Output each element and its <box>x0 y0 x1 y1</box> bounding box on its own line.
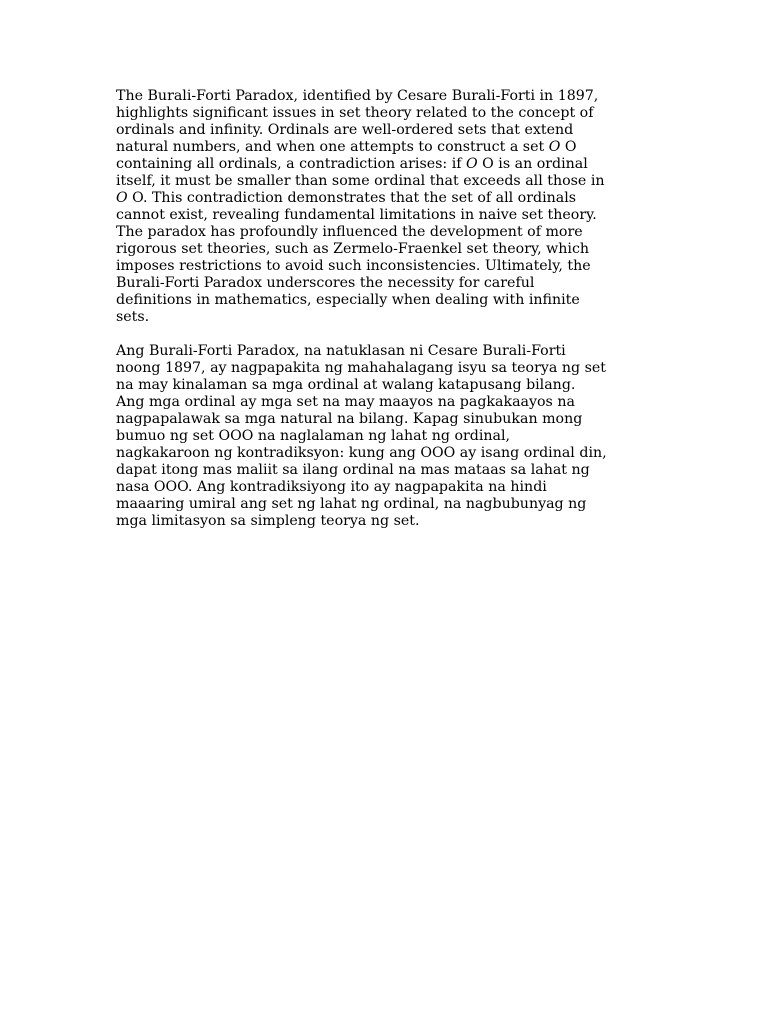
text-line: nagkakaroon ng kontradiksyon: kung ang OOO ay isang ordinal din, <box>116 445 607 461</box>
italic-symbol-o: O <box>466 156 478 172</box>
text-line: mga limitasyon sa simpleng teorya ng set. <box>116 513 420 529</box>
text-line: cannot exist, revealing fundamental limitations in naive set theory. <box>116 207 597 223</box>
italic-symbol-o: O <box>548 139 561 155</box>
text-segment: O. This contradiction demonstrates that the set of all ordinals <box>127 190 577 206</box>
text-line: nasa OOO. Ang kontradiksiyong ito ay nagpapakita na hindi <box>116 479 547 495</box>
text-line: ordinals and infinity. Ordinals are well-ordered sets that extend <box>116 122 574 138</box>
text-line: nagpapalawak sa mga natural na bilang. Kapag sinubukan mong <box>116 411 583 427</box>
text-line <box>116 156 668 173</box>
text-line: rigorous set theories, such as Zermelo-Fraenkel set theory, which <box>116 241 590 257</box>
text-line: itself, it must be smaller than some ordinal that exceeds all those in <box>116 173 605 189</box>
text-line: sets. <box>116 309 150 325</box>
text-line: dapat itong mas maliit sa ilang ordinal na mas mataas sa lahat ng <box>116 462 590 478</box>
text-line <box>116 190 668 207</box>
text-segment: containing all ordinals, a contradiction arises: if <box>116 156 466 172</box>
text-line: noong 1897, ay nagpapakita ng mahahalagang isyu sa teorya ng set <box>116 360 606 376</box>
italic-symbol-o: O <box>116 190 128 206</box>
text-line: Burali-Forti Paradox underscores the necessity for careful <box>116 275 535 291</box>
text-line: definitions in mathematics, especially when dealing with infinite <box>116 292 580 308</box>
text-line: na may kinalaman sa mga ordinal at walang katapusang bilang. <box>116 377 576 393</box>
text-line: imposes restrictions to avoid such inconsistencies. Ultimately, the <box>116 258 591 274</box>
text-line: The paradox has profoundly influenced the development of more <box>116 224 583 240</box>
text-line <box>116 139 668 156</box>
text-line: maaaring umiral ang set ng lahat ng ordinal, na nagbubunyag ng <box>116 496 587 512</box>
text-line: Ang mga ordinal ay mga set na may maayos na pagkakaayos na <box>116 394 575 410</box>
text-segment: natural numbers, and when one attempts to construct a set <box>116 139 549 155</box>
text-segment: O is an ordinal <box>477 156 588 172</box>
text-line: The Burali-Forti Paradox, identified by Cesare Burali-Forti in 1897, <box>116 88 599 104</box>
text-line: highlights significant issues in set theory related to the concept of <box>116 105 594 121</box>
paragraph-tagalog <box>116 343 668 530</box>
text-segment: O <box>560 139 577 155</box>
text-line: bumuo ng set OOO na naglalaman ng lahat ng ordinal, <box>116 428 511 444</box>
paragraph-english <box>116 88 668 326</box>
text-line: Ang Burali-Forti Paradox, na natuklasan ni Cesare Burali-Forti <box>116 343 566 359</box>
